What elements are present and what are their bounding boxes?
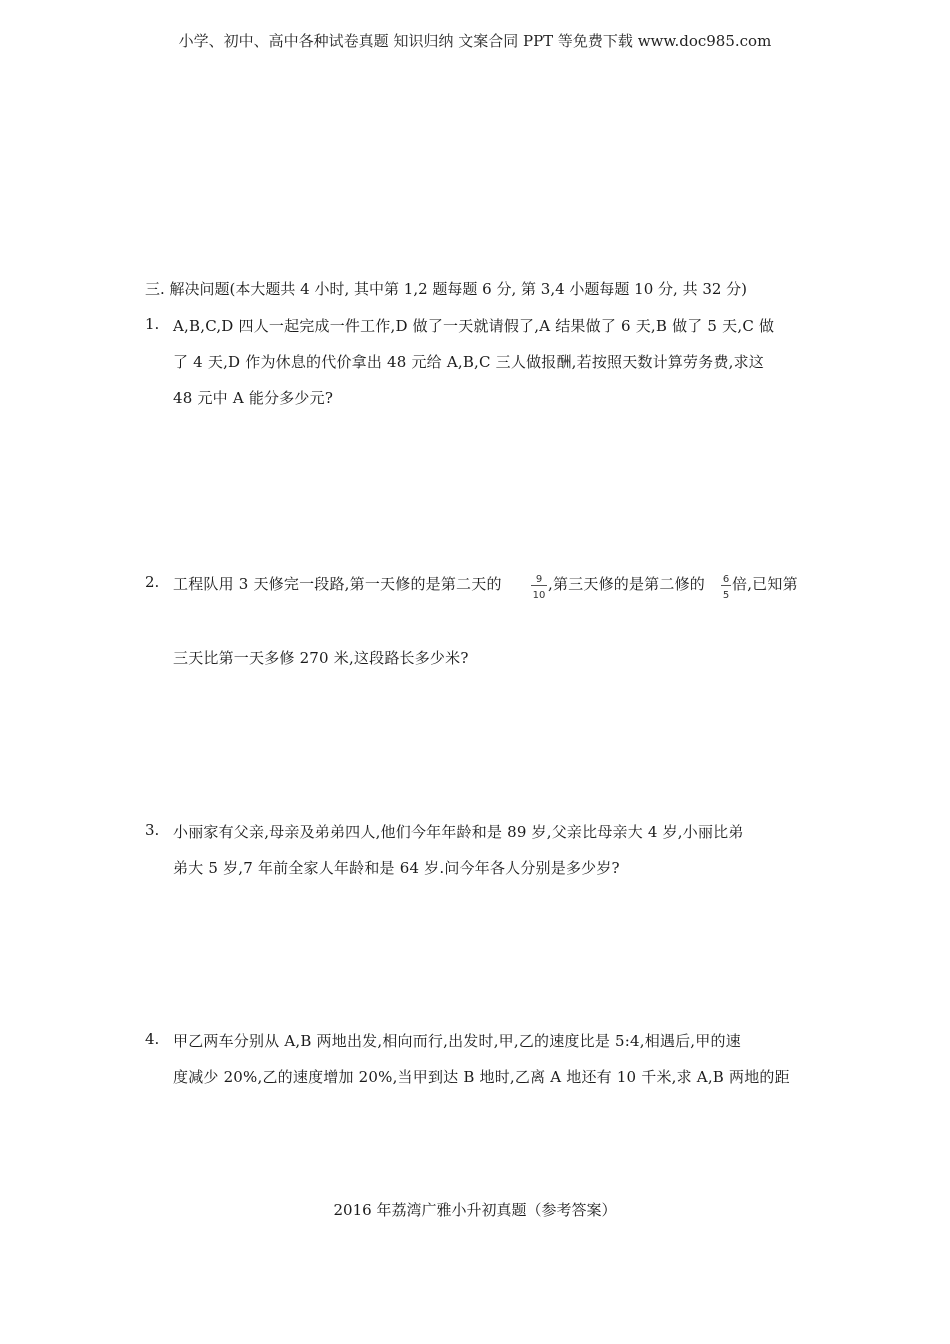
fraction-1-numerator: 9: [531, 574, 547, 586]
question-1-line-1: A,B,C,D 四人一起完成一件工作,D 做了一天就请假了,A 结果做了 6 天,B 做了 5 天,C 做: [173, 317, 775, 335]
fraction-1-denominator: 10: [532, 590, 546, 601]
page-header: 小学、初中、高中各种试卷真题 知识归纳 文案合同 PPT 等免费下载 www.doc985.com: [178, 32, 772, 50]
question-4-number: 4.: [145, 1030, 160, 1048]
question-1-number: 1.: [145, 315, 160, 333]
question-3-number: 3.: [145, 821, 160, 839]
fraction-2-numerator: 6: [722, 574, 730, 585]
question-2-line-1c: 倍,已知第: [732, 575, 798, 593]
question-4-line-2: 度减少 20%,乙的速度增加 20%,当甲到达 B 地时,乙离 A 地还有 10 千米,求 A,B 两地的距: [173, 1068, 790, 1086]
fraction-six-fifths: [721, 574, 731, 602]
question-3-line-1: 小丽家有父亲,母亲及弟弟四人,他们今年年龄和是 89 岁,父亲比母亲大 4 岁,小丽比弟: [173, 823, 744, 841]
question-2-number: 2.: [145, 573, 160, 591]
page-footer: 2016 年荔湾广雅小升初真题（参考答案）: [333, 1201, 617, 1219]
question-1-line-3: 48 元中 A 能分多少元?: [173, 389, 334, 407]
question-2-line-1b: ,第三天修的是第二修的: [548, 575, 705, 593]
question-2-line-1a: 工程队用 3 天修完一段路,第一天修的是第二天的: [173, 575, 502, 593]
question-1-line-2: 了 4 天,D 作为休息的代价拿出 48 元给 A,B,C 三人做报酬,若按照天数计算劳务费,求这: [173, 353, 765, 371]
question-3-line-2: 弟大 5 岁,7 年前全家人年龄和是 64 岁.问今年各人分别是多少岁?: [173, 859, 620, 877]
section-title: 三. 解决问题(本大题共 4 小时, 其中第 1,2 题每题 6 分, 第 3,4 小题每题 10 分, 共 32 分): [145, 280, 748, 298]
fraction-2-denominator: 5: [722, 590, 730, 601]
question-4-line-1: 甲乙两车分别从 A,B 两地出发,相向而行,出发时,甲,乙的速度比是 5:4,相遇后,甲的速: [173, 1032, 741, 1050]
question-2-line-2: 三天比第一天多修 270 米,这段路长多少米?: [173, 649, 469, 667]
fraction-nine-tenths: [531, 574, 547, 602]
